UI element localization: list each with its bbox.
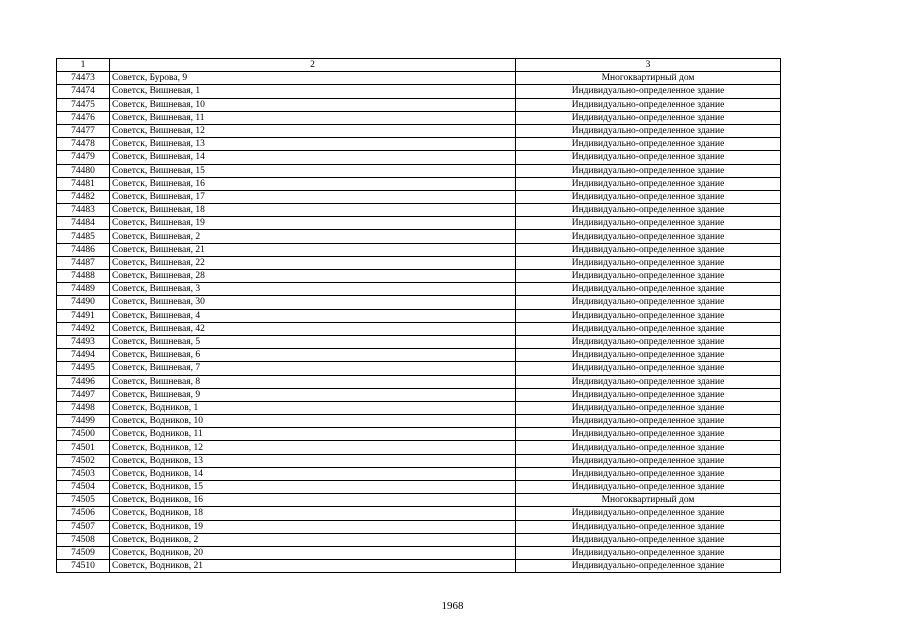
table-row (57, 454, 781, 467)
row-number-cell: 74503 (57, 467, 110, 480)
table-row (57, 507, 781, 520)
building-type-cell: Многоквартирный дом (516, 494, 781, 507)
row-number-cell: 74507 (57, 520, 110, 533)
address-cell: Советск, Вишневая, 10 (110, 98, 516, 111)
building-type-cell: Индивидуально-определенное здание (516, 177, 781, 190)
address-cell: Советск, Водников, 20 (110, 546, 516, 559)
building-type-cell: Индивидуально-определенное здание (516, 217, 781, 230)
row-number-cell: 74501 (57, 441, 110, 454)
row-number-cell: 74478 (57, 138, 110, 151)
building-type-cell: Индивидуально-определенное здание (516, 309, 781, 322)
building-type-cell: Индивидуально-определенное здание (516, 560, 781, 573)
address-cell: Советск, Водников, 21 (110, 560, 516, 573)
row-number-cell: 74481 (57, 177, 110, 190)
row-number-cell: 74502 (57, 454, 110, 467)
table-row (57, 375, 781, 388)
address-cell: Советск, Водников, 15 (110, 481, 516, 494)
row-number-cell: 74494 (57, 349, 110, 362)
building-type-cell: Индивидуально-определенное здание (516, 546, 781, 559)
table-row (57, 138, 781, 151)
table-header-row (57, 59, 781, 72)
building-type-cell: Индивидуально-определенное здание (516, 481, 781, 494)
table-row (57, 124, 781, 137)
row-number-cell: 74493 (57, 335, 110, 348)
building-type-cell: Индивидуально-определенное здание (516, 322, 781, 335)
building-type-cell: Индивидуально-определенное здание (516, 98, 781, 111)
building-type-cell: Индивидуально-определенное здание (516, 415, 781, 428)
address-cell: Советск, Водников, 12 (110, 441, 516, 454)
row-number-cell: 74505 (57, 494, 110, 507)
address-cell: Советск, Водников, 2 (110, 533, 516, 546)
table-row (57, 349, 781, 362)
table-row (57, 546, 781, 559)
address-cell: Советск, Вишневая, 21 (110, 243, 516, 256)
address-cell: Советск, Вишневая, 42 (110, 322, 516, 335)
address-cell: Советск, Вишневая, 6 (110, 349, 516, 362)
address-cell: Советск, Бурова, 9 (110, 72, 516, 85)
table-row (57, 335, 781, 348)
building-type-cell: Индивидуально-определенное здание (516, 111, 781, 124)
table-row (57, 177, 781, 190)
address-cell: Советск, Вишневая, 9 (110, 388, 516, 401)
row-number-cell: 74480 (57, 164, 110, 177)
address-cell: Советск, Вишневая, 11 (110, 111, 516, 124)
table-row (57, 283, 781, 296)
row-number-cell: 74496 (57, 375, 110, 388)
table-row (57, 98, 781, 111)
building-type-cell: Индивидуально-определенное здание (516, 230, 781, 243)
table-row (57, 270, 781, 283)
address-cell: Советск, Вишневая, 19 (110, 217, 516, 230)
address-cell: Советск, Вишневая, 12 (110, 124, 516, 137)
building-type-cell: Индивидуально-определенное здание (516, 296, 781, 309)
address-cell: Советск, Вишневая, 30 (110, 296, 516, 309)
row-number-cell: 74485 (57, 230, 110, 243)
row-number-cell: 74491 (57, 309, 110, 322)
address-cell: Советск, Вишневая, 22 (110, 256, 516, 269)
row-number-cell: 74476 (57, 111, 110, 124)
address-cell: Советск, Вишневая, 16 (110, 177, 516, 190)
row-number-cell: 74487 (57, 256, 110, 269)
row-number-cell: 74490 (57, 296, 110, 309)
address-cell: Советск, Водников, 13 (110, 454, 516, 467)
table-row (57, 151, 781, 164)
page-number: 1968 (441, 600, 464, 612)
building-type-cell: Индивидуально-определенное здание (516, 270, 781, 283)
table-row (57, 428, 781, 441)
table-row (57, 415, 781, 428)
table-row (57, 111, 781, 124)
address-cell: Советск, Вишневая, 18 (110, 204, 516, 217)
row-number-cell: 74499 (57, 415, 110, 428)
address-cell: Советск, Вишневая, 8 (110, 375, 516, 388)
table-row (57, 72, 781, 85)
address-cell: Советск, Вишневая, 14 (110, 151, 516, 164)
row-number-cell: 74473 (57, 72, 110, 85)
column-number-3: 3 (516, 59, 781, 72)
row-number-cell: 74500 (57, 428, 110, 441)
table-row (57, 296, 781, 309)
building-type-cell: Индивидуально-определенное здание (516, 401, 781, 414)
table-row (57, 256, 781, 269)
table-row (57, 441, 781, 454)
row-number-cell: 74482 (57, 190, 110, 203)
row-number-cell: 74509 (57, 546, 110, 559)
address-cell: Советск, Водников, 18 (110, 507, 516, 520)
building-type-cell: Индивидуально-определенное здание (516, 428, 781, 441)
building-type-cell: Индивидуально-определенное здание (516, 362, 781, 375)
table-row (57, 309, 781, 322)
row-number-cell: 74498 (57, 401, 110, 414)
row-number-cell: 74486 (57, 243, 110, 256)
row-number-cell: 74479 (57, 151, 110, 164)
building-type-cell: Индивидуально-определенное здание (516, 533, 781, 546)
row-number-cell: 74483 (57, 204, 110, 217)
address-cell: Советск, Водников, 1 (110, 401, 516, 414)
row-number-cell: 74488 (57, 270, 110, 283)
address-cell: Советск, Вишневая, 5 (110, 335, 516, 348)
row-number-cell: 74474 (57, 85, 110, 98)
address-cell: Советск, Водников, 10 (110, 415, 516, 428)
table-row (57, 520, 781, 533)
table-row (57, 230, 781, 243)
building-type-cell: Индивидуально-определенное здание (516, 204, 781, 217)
row-number-cell: 74510 (57, 560, 110, 573)
row-number-cell: 74475 (57, 98, 110, 111)
building-type-cell: Индивидуально-определенное здание (516, 454, 781, 467)
building-type-cell: Индивидуально-определенное здание (516, 507, 781, 520)
building-type-cell: Индивидуально-определенное здание (516, 388, 781, 401)
table-row (57, 560, 781, 573)
table-row (57, 362, 781, 375)
column-number-1: 1 (57, 59, 110, 72)
building-type-cell: Индивидуально-определенное здание (516, 138, 781, 151)
building-type-cell: Индивидуально-определенное здание (516, 190, 781, 203)
building-type-cell: Индивидуально-определенное здание (516, 283, 781, 296)
address-cell: Советск, Вишневая, 3 (110, 283, 516, 296)
building-type-cell: Индивидуально-определенное здание (516, 335, 781, 348)
building-type-cell: Индивидуально-определенное здание (516, 85, 781, 98)
address-cell: Советск, Водников, 11 (110, 428, 516, 441)
table-row (57, 322, 781, 335)
table-row (57, 401, 781, 414)
building-type-cell: Индивидуально-определенное здание (516, 164, 781, 177)
table-row (57, 217, 781, 230)
address-cell: Советск, Водников, 14 (110, 467, 516, 480)
row-number-cell: 74489 (57, 283, 110, 296)
table-row (57, 481, 781, 494)
building-type-cell: Индивидуально-определенное здание (516, 375, 781, 388)
table-row (57, 467, 781, 480)
row-number-cell: 74504 (57, 481, 110, 494)
building-type-cell: Индивидуально-определенное здание (516, 124, 781, 137)
address-cell: Советск, Водников, 19 (110, 520, 516, 533)
row-number-cell: 74477 (57, 124, 110, 137)
table-row (57, 388, 781, 401)
address-cell: Советск, Вишневая, 7 (110, 362, 516, 375)
table-row (57, 243, 781, 256)
address-cell: Советск, Вишневая, 28 (110, 270, 516, 283)
building-type-cell: Индивидуально-определенное здание (516, 256, 781, 269)
address-cell: Советск, Вишневая, 15 (110, 164, 516, 177)
building-type-cell: Индивидуально-определенное здание (516, 243, 781, 256)
table-row (57, 85, 781, 98)
address-cell: Советск, Вишневая, 2 (110, 230, 516, 243)
building-type-cell: Индивидуально-определенное здание (516, 151, 781, 164)
building-type-cell: Индивидуально-определенное здание (516, 520, 781, 533)
column-number-2: 2 (110, 59, 516, 72)
building-type-cell: Индивидуально-определенное здание (516, 349, 781, 362)
row-number-cell: 74508 (57, 533, 110, 546)
building-type-cell: Индивидуально-определенное здание (516, 467, 781, 480)
address-cell: Советск, Вишневая, 17 (110, 190, 516, 203)
address-cell: Советск, Водников, 16 (110, 494, 516, 507)
building-registry-table (56, 58, 781, 573)
building-type-cell: Индивидуально-определенное здание (516, 441, 781, 454)
address-cell: Советск, Вишневая, 1 (110, 85, 516, 98)
building-type-cell: Многоквартирный дом (516, 72, 781, 85)
registry-table-body (57, 59, 781, 573)
row-number-cell: 74497 (57, 388, 110, 401)
row-number-cell: 74495 (57, 362, 110, 375)
table-row (57, 533, 781, 546)
table-row (57, 164, 781, 177)
row-number-cell: 74484 (57, 217, 110, 230)
table-row (57, 204, 781, 217)
table-row (57, 190, 781, 203)
address-cell: Советск, Вишневая, 13 (110, 138, 516, 151)
table-row (57, 494, 781, 507)
address-cell: Советск, Вишневая, 4 (110, 309, 516, 322)
row-number-cell: 74506 (57, 507, 110, 520)
row-number-cell: 74492 (57, 322, 110, 335)
